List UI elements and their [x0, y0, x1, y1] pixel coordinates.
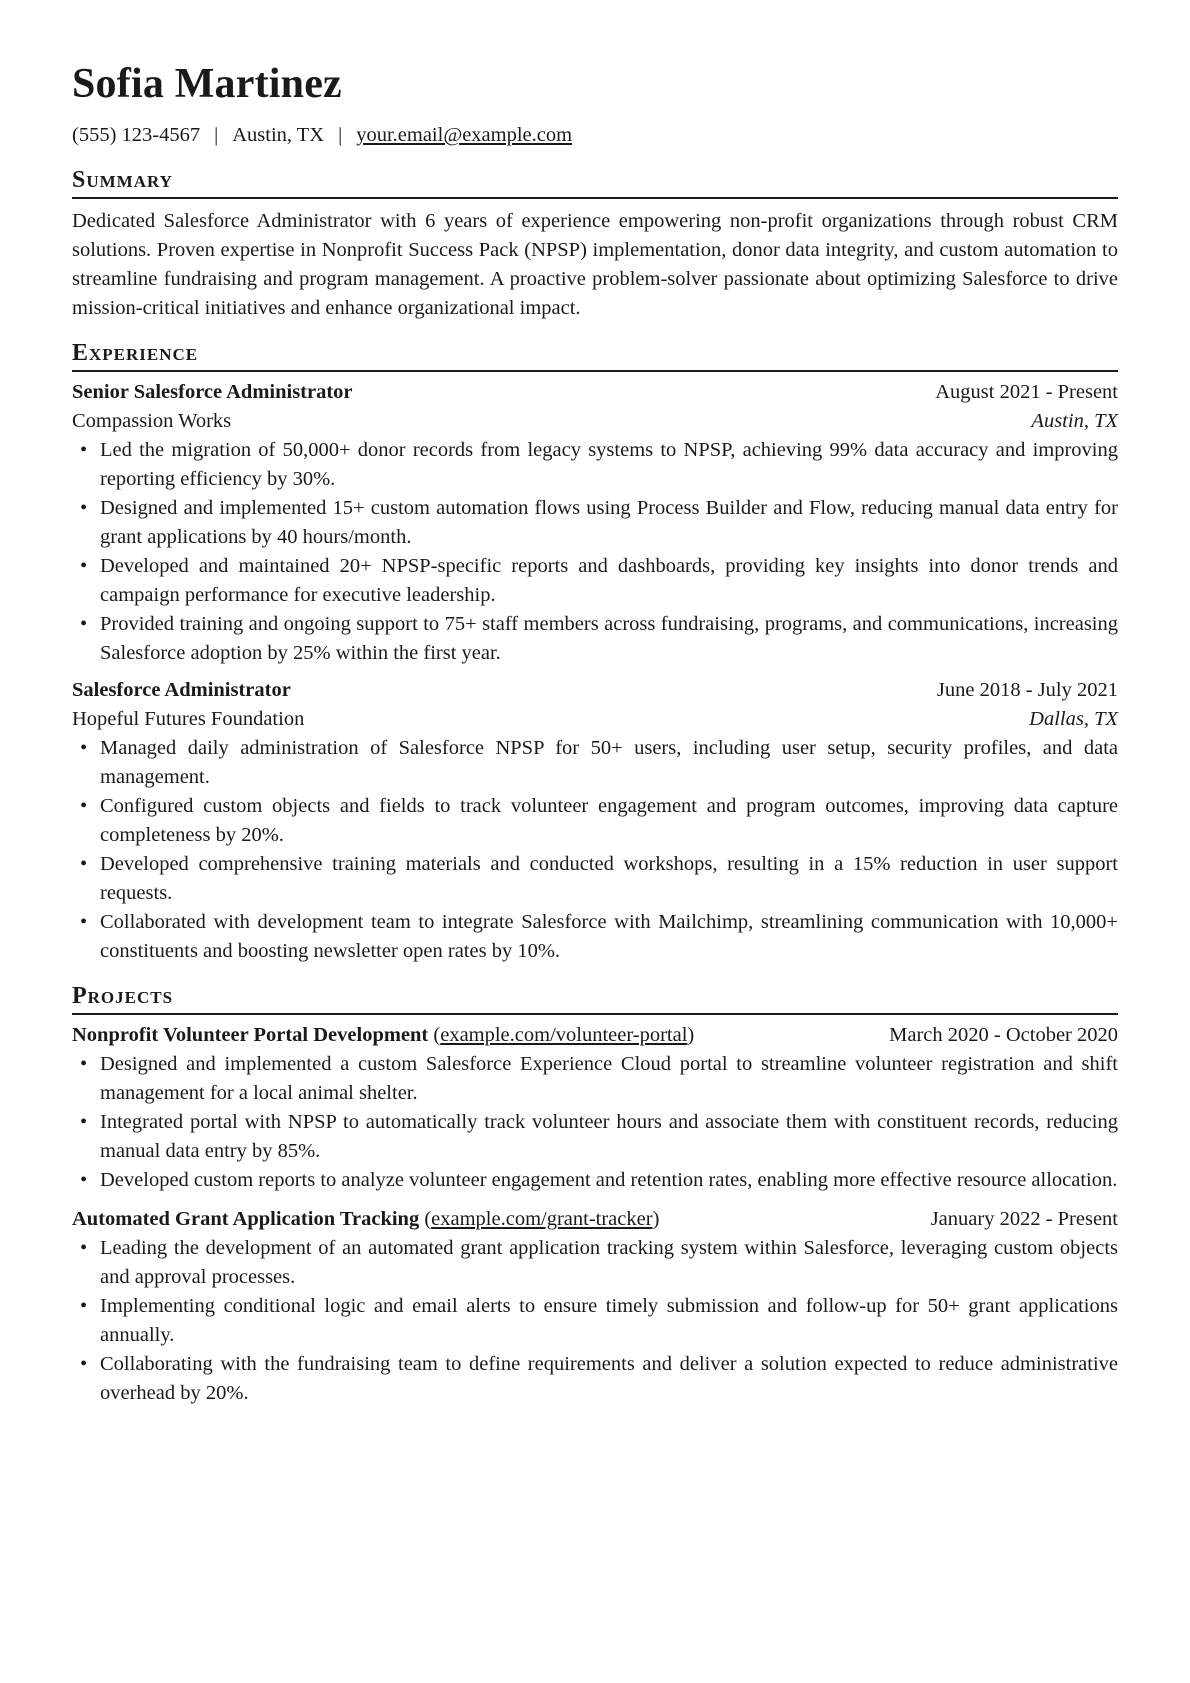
bullet-text: Developed comprehensive training materials and conducted workshops, resulting in a 15% reduction in user support requests.	[100, 853, 1118, 904]
bullet-icon: •	[80, 795, 88, 817]
contact-separator: |	[338, 124, 343, 146]
job-company: Compassion Works	[72, 410, 232, 432]
bullet-text: Integrated portal with NPSP to automatically track volunteer hours and associate them with constituent records, reducing manual data entry by 85%.	[100, 1111, 1118, 1162]
project-bullets	[72, 1050, 1118, 1195]
bullet-item	[72, 792, 1118, 850]
bullet-item	[72, 734, 1118, 792]
project-entry	[72, 1205, 1118, 1408]
job-entry	[72, 676, 1118, 966]
bullet-item	[72, 552, 1118, 610]
experience-section	[72, 339, 1118, 966]
bullet-item	[72, 1050, 1118, 1108]
bullet-icon: •	[80, 555, 88, 577]
project-title-group	[72, 1021, 694, 1050]
bullet-item	[72, 436, 1118, 494]
bullet-text: Led the migration of 50,000+ donor records from legacy systems to NPSP, achieving 99% data accuracy and improving reporting efficiency by 30%.	[100, 439, 1118, 490]
project-name: Automated Grant Application Tracking	[72, 1208, 420, 1230]
project-link-wrap: (example.com/volunteer-portal)	[433, 1024, 695, 1046]
bullet-text: Leading the development of an automated grant application tracking system within Salesforce, leveraging custom objects and approval processes.	[100, 1237, 1118, 1288]
bullet-text: Developed and maintained 20+ NPSP-specific reports and dashboards, providing key insights into donor trends and campaign performance for executive leadership.	[100, 555, 1118, 606]
project-link[interactable]: example.com/volunteer-portal	[440, 1024, 688, 1046]
job-subheader	[72, 705, 1118, 734]
job-entry	[72, 378, 1118, 668]
project-header	[72, 1021, 1118, 1050]
bullet-text: Configured custom objects and fields to track volunteer engagement and program outcomes, improving data capture completeness by 20%.	[100, 795, 1118, 846]
bullet-text: Designed and implemented 15+ custom automation flows using Process Builder and Flow, reducing manual data entry for grant applications by 40 hours/month.	[100, 497, 1118, 548]
project-entry	[72, 1021, 1118, 1195]
project-title-group	[72, 1205, 659, 1234]
contact-separator: |	[214, 124, 219, 146]
job-role: Salesforce Administrator	[72, 679, 291, 701]
bullet-icon: •	[80, 853, 88, 875]
project-name: Nonprofit Volunteer Portal Development	[72, 1024, 429, 1046]
bullet-text: Developed custom reports to analyze volunteer engagement and retention rates, enabling more effective resource allocation.	[100, 1169, 1118, 1191]
project-link-wrap: (example.com/grant-tracker)	[424, 1208, 660, 1230]
bullet-item	[72, 1108, 1118, 1166]
bullet-item	[72, 908, 1118, 966]
bullet-item	[72, 1292, 1118, 1350]
project-bullets	[72, 1234, 1118, 1408]
location: Austin, TX	[232, 124, 325, 146]
bullet-item	[72, 1234, 1118, 1292]
job-bullets	[72, 436, 1118, 668]
job-location: Dallas, TX	[1029, 708, 1118, 730]
phone-number: (555) 123-4567	[72, 124, 201, 146]
bullet-text: Implementing conditional logic and email alerts to ensure timely submission and follow-up for 50+ grant applications annually.	[100, 1295, 1118, 1346]
bullet-item	[72, 1166, 1118, 1195]
project-dates: January 2022 - Present	[930, 1208, 1118, 1230]
bullet-text: Collaborating with the fundraising team to define requirements and deliver a solution expected to reduce administrative overhead by 20%.	[100, 1353, 1118, 1404]
job-bullets	[72, 734, 1118, 966]
section-title-summary: Summary	[72, 166, 1118, 199]
summary-text: Dedicated Salesforce Administrator with 6 years of experience empowering non-profit organizations through robust CRM solutions. Proven expertise in Nonprofit Success Pack (NPSP) implementation, donor data integrity, and custom automation to streamline fundraising and program management. A proactive problem-solver passionate about optimizing Salesforce to drive mission-critical initiatives and enhance organizational impact.	[72, 210, 1118, 319]
project-header	[72, 1205, 1118, 1234]
contact-line	[72, 122, 1118, 148]
bullet-item	[72, 1350, 1118, 1408]
job-company: Hopeful Futures Foundation	[72, 708, 305, 730]
bullet-text: Provided training and ongoing support to 75+ staff members across fundraising, programs, and communications, increasing Salesforce adoption by 25% within the first year.	[100, 613, 1118, 664]
bullet-icon: •	[80, 613, 88, 635]
email-link[interactable]: your.email@example.com	[356, 124, 573, 146]
project-link[interactable]: example.com/grant-tracker	[431, 1208, 653, 1230]
bullet-icon: •	[80, 737, 88, 759]
bullet-icon: •	[80, 1169, 88, 1191]
job-header	[72, 676, 1118, 705]
bullet-icon: •	[80, 911, 88, 933]
bullet-icon: •	[80, 1353, 88, 1375]
bullet-item	[72, 610, 1118, 668]
job-header	[72, 378, 1118, 407]
bullet-icon: •	[80, 1111, 88, 1133]
bullet-item	[72, 850, 1118, 908]
bullet-icon: •	[80, 497, 88, 519]
job-location: Austin, TX	[1031, 410, 1118, 432]
candidate-name: Sofia Martinez	[72, 61, 342, 107]
project-dates: March 2020 - October 2020	[889, 1024, 1118, 1046]
bullet-icon: •	[80, 1295, 88, 1317]
job-role: Senior Salesforce Administrator	[72, 381, 353, 403]
summary-section	[72, 166, 1118, 323]
job-subheader	[72, 407, 1118, 436]
bullet-icon: •	[80, 1237, 88, 1259]
job-dates: June 2018 - July 2021	[936, 679, 1118, 701]
bullet-icon: •	[80, 439, 88, 461]
bullet-text: Designed and implemented a custom Salesforce Experience Cloud portal to streamline volunteer registration and shift management for a local animal shelter.	[100, 1053, 1118, 1104]
job-dates: August 2021 - Present	[935, 381, 1118, 403]
section-title-projects: Projects	[72, 982, 1118, 1015]
bullet-text: Collaborated with development team to integrate Salesforce with Mailchimp, streamlining communication with 10,000+ constituents and boosting newsletter open rates by 10%.	[100, 911, 1118, 962]
section-title-experience: Experience	[72, 339, 1118, 372]
bullet-text: Managed daily administration of Salesforce NPSP for 50+ users, including user setup, security profiles, and data management.	[100, 737, 1118, 788]
projects-section	[72, 982, 1118, 1408]
bullet-icon: •	[80, 1053, 88, 1075]
bullet-item	[72, 494, 1118, 552]
